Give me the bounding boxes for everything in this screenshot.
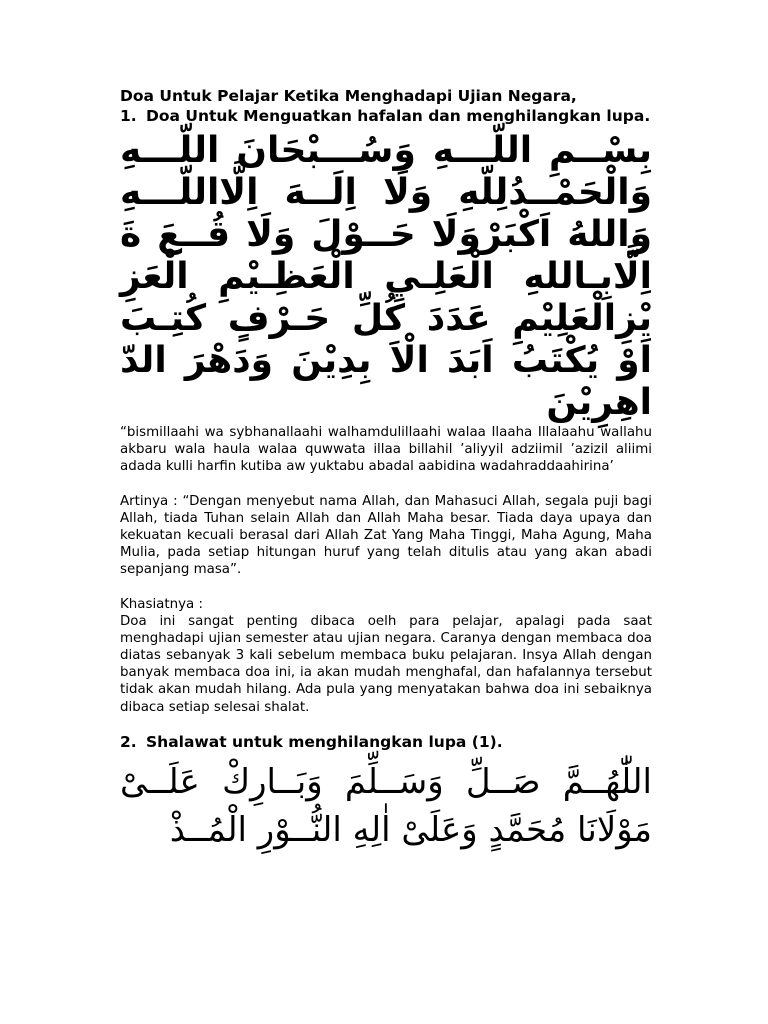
arabic-shalawat: اللّٰهُــمَّ صَــلِّ وَسَــلِّمَ وَبَــارِكْ عَلَــىْ مَوْلَانَا مُحَمَّدٍ وَعَلَىْ اٰلِهِ النُّــوْرِ الْمُــذْ bbox=[120, 761, 652, 850]
list-item-2 bbox=[120, 732, 652, 752]
arabic-doa-1: بِسْــمِ اللّـــهِ وَسُـــبْحَانَ اللّـــهِ وَالْحَمْــدُلِلّهِ وَلَا اِلَــهَ اِلَّااللّـــهِ وَاللهُ اَكْبَرْوَلَا حَــوْلَ وَلَا قُــعَ ةَ اِلَّابِـاللهِ الْعَلِـيِ الْعَظِـيْمِ الْعَزِ يْزِالْعَلِيْمِ عَدَدَ كُلِّ حَـرْفٍ كُتِـبَ اَوْ يُكْتَبُ اَبَدَ الْاَ بِدِيْنَ وَدَهْرَ الدّ اهِرِيْنَ bbox=[120, 130, 652, 423]
list-text-1: Doa Untuk Menguatkan hafalan dan menghilangkan lupa. bbox=[146, 107, 651, 125]
section-2 bbox=[120, 732, 652, 854]
document-page bbox=[120, 86, 652, 854]
khasiat-paragraph: Doa ini sangat penting dibaca oelh para pelajar, apalagi pada saat menghadapi ujian semester atau ujian negara. Caranya dengan membaca doa diatas sebanyak 3 kali sebelum membaca buku pelajaran. Insya Allah dengan banyak membaca doa ini, ia akan mudah menghafal, dan hafalannya tersebut tidak akan mudah hilang. Ada pula yang menyatakan bahwa doa ini sebaiknya dibaca setiap selesai shalat. bbox=[120, 613, 652, 715]
list-number-2: 2. bbox=[120, 732, 137, 751]
list-number-1: 1. bbox=[120, 107, 137, 125]
document-heading: Doa Untuk Pelajar Ketika Menghadapi Ujian Negara, bbox=[120, 87, 577, 105]
khasiat-label: Khasiatnya : bbox=[120, 596, 204, 612]
meaning-paragraph: Artinya : “Dengan menyebut nama Allah, dan Mahasuci Allah, segala puji bagi Allah, tiada Tuhan selain Allah dan Allah Maha besar. Tiada daya upaya dan kekuatan kecuali berasal dari Allah Zat Yang Maha Tinggi, Maha Agung, Maha Mulia, pada setiap hitungan huruf yang telah ditulis atau yang akan abadi sepanjang masa”. bbox=[120, 493, 652, 578]
transliteration-paragraph: “bismillaahi wa sybhanallaahi walhamdulillaahi walaa Ilaaha Illalaahu wallahu akbaru wala haula walaa quwwata illaa billahil ’aliyyil adziimil ’azizil aliimi adada kulli harfin kutiba aw yuktabu abadal aabidina wadahraddaahirina’ bbox=[120, 425, 652, 475]
list-text-2: Shalawat untuk menghilangkan lupa (1). bbox=[146, 732, 503, 751]
list-item-1 bbox=[120, 106, 652, 126]
